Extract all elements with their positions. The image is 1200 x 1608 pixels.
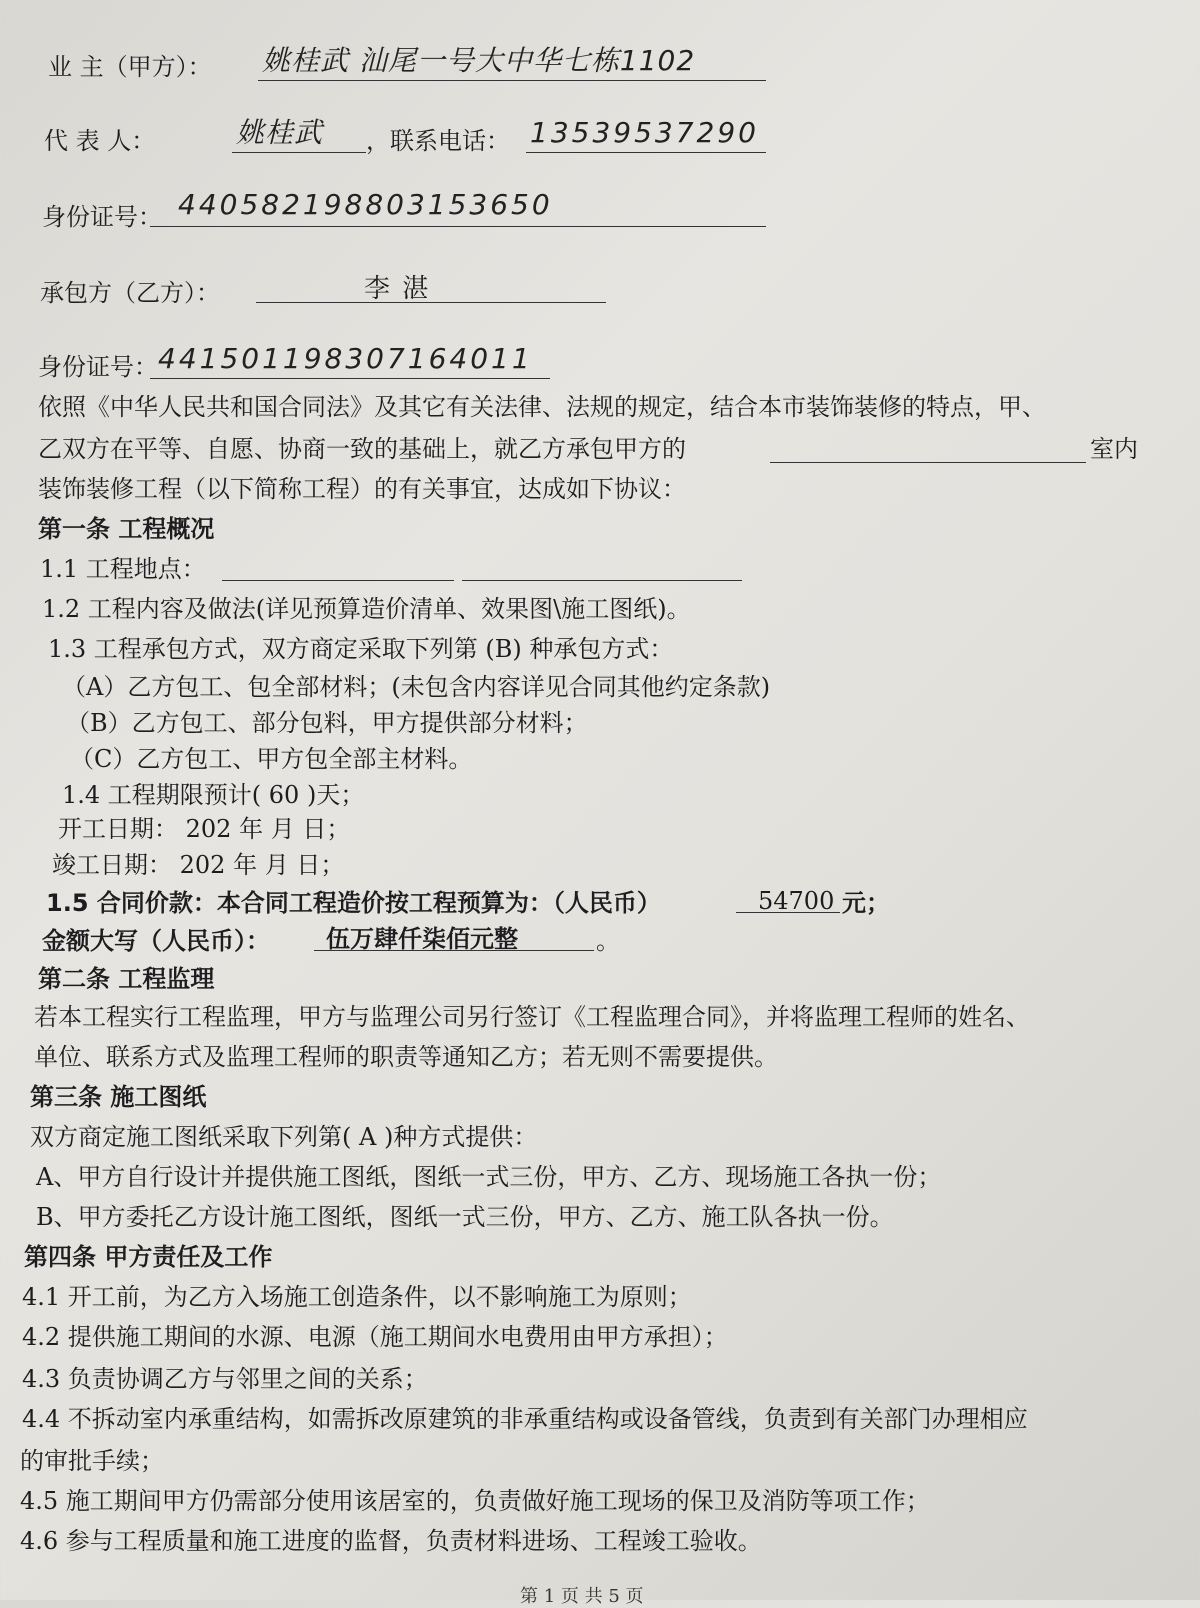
option-c: （C）乙方包工、甲方包全部主材料。 — [70, 745, 473, 773]
site-blank-2 — [462, 580, 742, 581]
amount-words-end: 。 — [596, 927, 620, 955]
article-3-option-b: B、甲方委托乙方设计施工图纸，图纸一式三份，甲方、乙方、施工队各执一份。 — [36, 1203, 894, 1231]
contractor-id-label: 身份证号： — [38, 353, 158, 381]
owner-underline — [258, 80, 766, 81]
article-4-title: 第四条 甲方责任及工作 — [24, 1243, 273, 1271]
contractor-label: 承包方（乙方）： — [40, 279, 220, 307]
phone-underline — [526, 152, 766, 153]
phone-value-handwritten: 13539537290 — [530, 116, 759, 149]
item-1-3: 1.3 工程承包方式，双方商定采取下列第 (B) 种承包方式： — [48, 635, 674, 663]
intro-line-1: 依照《中华人民共和国合同法》及其它有关法律、法规的规定，结合本市装饰装修的特点，甲、 — [38, 393, 1046, 421]
intro-line-2a: 乙双方在平等、自愿、协商一致的基础上，就乙方承包甲方的 — [38, 435, 686, 463]
item-4-5: 4.5 施工期间甲方仍需部分使用该居室的，负责做好施工现场的保卫及消防等项工作； — [20, 1487, 930, 1515]
intro-line-2b: 室内 — [1090, 435, 1138, 463]
representative-underline — [232, 152, 366, 153]
amount-words-label: 金额大写（人民币）： — [42, 927, 270, 955]
owner-label: 业 主（甲方）： — [48, 53, 212, 81]
amount-words-value: 伍万肆仟柒佰元整 — [326, 925, 518, 953]
item-4-3: 4.3 负责协调乙方与邻里之间的关系； — [22, 1365, 428, 1393]
contract-price-underline — [736, 912, 840, 913]
item-4-2: 4.2 提供施工期间的水源、电源（施工期间水电费用由甲方承担）； — [22, 1323, 728, 1351]
article-2-line-2: 单位、联系方式及监理工程师的职责等通知乙方；若无则不需要提供。 — [34, 1043, 778, 1071]
owner-value-handwritten: 姚桂武 汕尾一号大中华七栋1102 — [262, 44, 696, 77]
site-blank-1 — [222, 580, 454, 581]
option-b: （B）乙方包工、部分包料，甲方提供部分材料； — [66, 709, 588, 737]
item-4-6: 4.6 参与工程质量和施工进度的监督，负责材料进场、工程竣工验收。 — [20, 1527, 762, 1555]
contractor-underline — [256, 302, 606, 303]
item-1-4: 1.4 工程期限预计( 60 )天； — [62, 781, 365, 809]
option-a: （A）乙方包工、包全部材料；(未包含内容详见合同其他约定条款) — [62, 673, 771, 701]
project-name-blank — [770, 462, 1086, 463]
item-4-4b: 的审批手续； — [20, 1447, 164, 1475]
article-2-line-1: 若本工程实行工程监理，甲方与监理公司另行签订《工程监理合同》，并将监理工程师的姓名、 — [34, 1003, 1030, 1031]
item-1-2: 1.2 工程内容及做法(详见预算造价清单、效果图\施工图纸)。 — [42, 595, 691, 623]
owner-id-underline — [150, 226, 766, 227]
amount-words-underline — [314, 950, 594, 951]
contractor-id-underline — [150, 378, 550, 379]
contract-price-unit: 元； — [842, 889, 890, 917]
page-number: 第 1 页 共 5 页 — [520, 1586, 644, 1607]
article-3-option-a: A、甲方自行设计并提供施工图纸，图纸一式三份，甲方、乙方、现场施工各执一份； — [36, 1163, 942, 1191]
phone-label: ，联系电话： — [366, 127, 510, 155]
item-4-4a: 4.4 不拆动室内承重结构，如需拆改原建筑的非承重结构或设备管线，负责到有关部门办理相应 — [22, 1405, 1028, 1433]
owner-id-value-handwritten: 440582198803153650 — [178, 188, 553, 221]
owner-id-label: 身份证号： — [42, 203, 162, 231]
start-date: 开工日期： 202 年 月 日； — [58, 815, 351, 843]
item-4-1: 4.1 开工前，为乙方入场施工创造条件，以不影响施工为原则； — [22, 1283, 692, 1311]
contractor-value: 李 湛 — [364, 274, 431, 304]
end-date: 竣工日期： 202 年 月 日； — [52, 851, 345, 879]
representative-label: 代 表 人： — [44, 127, 156, 155]
article-2-title: 第二条 工程监理 — [38, 965, 215, 993]
contractor-id-value-handwritten: 441501198307164011 — [158, 342, 533, 375]
intro-line-3: 装饰装修工程（以下简称工程）的有关事宜，达成如下协议： — [38, 475, 686, 503]
representative-value-handwritten: 姚桂武 — [236, 116, 324, 149]
contract-price-value: 54700 — [758, 887, 835, 915]
article-3-title: 第三条 施工图纸 — [30, 1083, 207, 1111]
item-1-1: 1.1 工程地点： — [40, 555, 206, 583]
item-1-5-label: 1.5 合同价款：本合同工程造价按工程预算为：（人民币） — [46, 889, 661, 917]
article-1-title: 第一条 工程概况 — [38, 515, 215, 543]
article-3-line-1: 双方商定施工图纸采取下列第( A )种方式提供： — [30, 1123, 538, 1151]
